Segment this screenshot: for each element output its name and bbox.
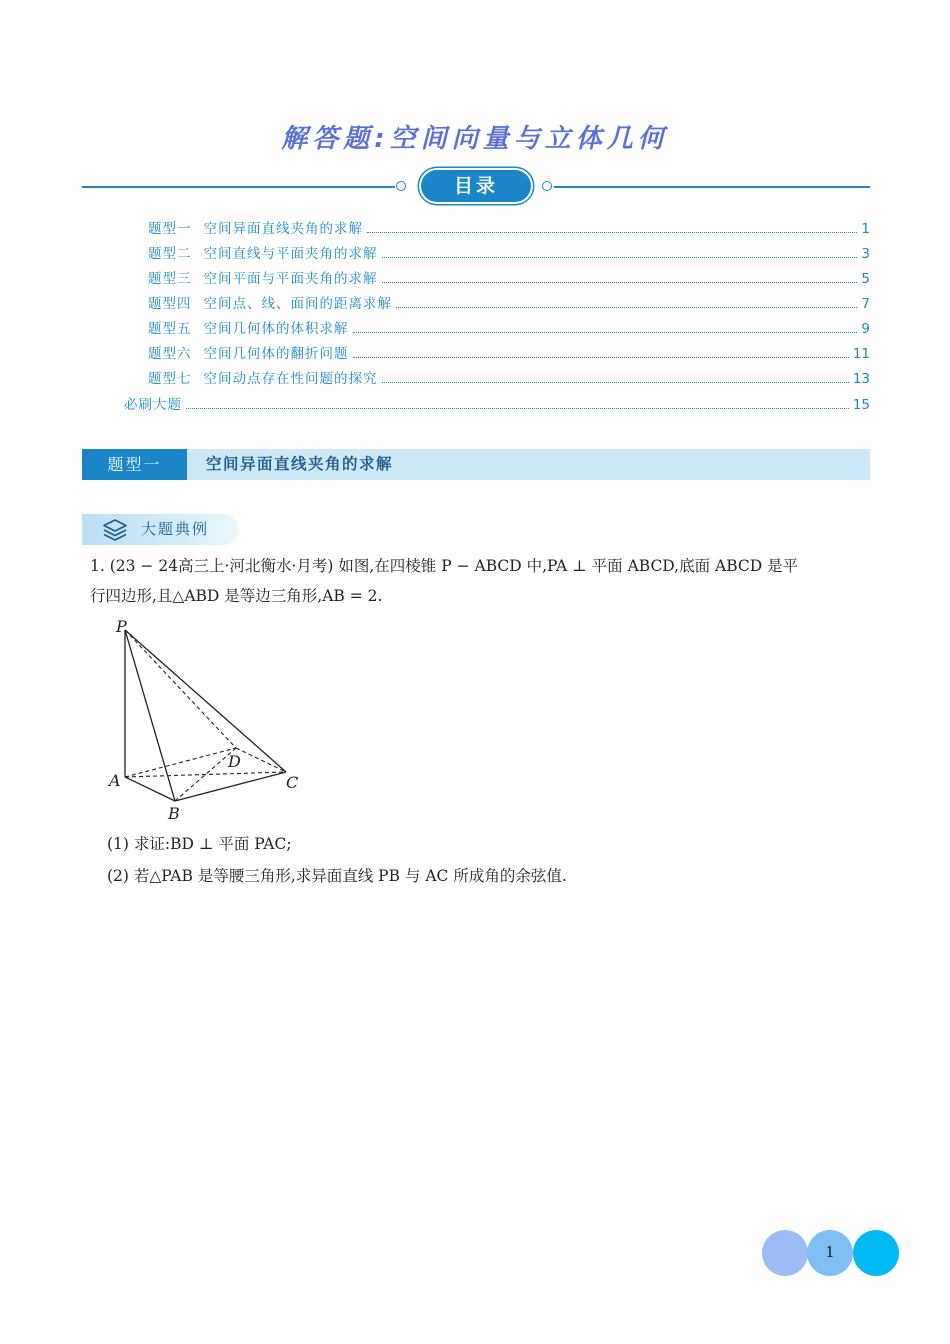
- toc-item[interactable]: [148, 267, 870, 289]
- toc-leader: [396, 295, 857, 308]
- toc-leader: [353, 345, 849, 358]
- toc-item-kind: 题型三: [148, 271, 192, 287]
- toc-leader: [382, 270, 858, 283]
- toc-item-kind: 题型二: [148, 246, 192, 262]
- toc-item[interactable]: [148, 367, 870, 389]
- toc-item-label: 必刷大题: [124, 397, 182, 413]
- toc-heading: 目录: [421, 170, 531, 202]
- toc-item-label: 空间几何体的翻折问题: [203, 346, 349, 362]
- toc-rule-dot-left: [396, 181, 406, 191]
- toc-leader: [353, 320, 858, 333]
- question-2: (2) 若△PAB 是等腰三角形,求异面直线 PB 与 AC 所成角的余弦值.: [107, 867, 567, 885]
- vertex-label-d: D: [228, 752, 241, 771]
- vertex-label-p: P: [116, 617, 127, 636]
- toc-item-page: 7: [861, 296, 870, 312]
- toc-leader: [382, 370, 849, 383]
- problem-line-2: 行四边形,且△ABD 是等边三角形,AB = 2.: [90, 587, 383, 605]
- page-circle-decoration: [853, 1230, 899, 1276]
- toc-item-page: 3: [861, 246, 870, 262]
- toc-leader: [382, 245, 858, 258]
- vertex-label-a: A: [109, 771, 121, 790]
- toc-item-label: 空间平面与平面夹角的求解: [203, 271, 378, 287]
- toc-item-page: 11: [852, 346, 870, 362]
- toc-item[interactable]: [148, 342, 870, 364]
- edge-dc: [236, 748, 286, 772]
- toc-rule-right: [554, 186, 870, 188]
- toc-item-label: 空间点、线、面间的距离求解: [203, 296, 392, 312]
- toc-item[interactable]: [148, 317, 870, 339]
- toc-item-label: 空间几何体的体积求解: [203, 321, 349, 337]
- page-circle-decoration: [762, 1230, 808, 1276]
- diagonal-ac: [125, 772, 286, 777]
- toc-leader: [186, 396, 849, 409]
- section-title: 空间异面直线夹角的求解: [206, 455, 394, 473]
- problem-line-1: 1. (23 − 24高三上·河北衡水·月考) 如图,在四棱锥 P − ABCD 中,PA ⊥ 平面 ABCD,底面 ABCD 是平: [90, 557, 799, 575]
- toc-item-kind: 题型一: [148, 221, 192, 237]
- toc-header: [82, 168, 870, 204]
- toc-item-page: 1: [861, 221, 870, 237]
- toc-item-kind: 题型四: [148, 296, 192, 312]
- toc-item-page: 9: [861, 321, 870, 337]
- page-number-badge: [762, 1229, 902, 1279]
- vertex-label-c: C: [286, 773, 299, 792]
- toc-item[interactable]: [148, 217, 870, 239]
- toc-leader: [367, 220, 857, 233]
- toc-item-page: 15: [852, 397, 870, 413]
- example-tag-label: 大题典例: [141, 520, 210, 538]
- layers-icon: [102, 518, 128, 542]
- toc-item-kind: 题型五: [148, 321, 192, 337]
- page-number: 1: [825, 1243, 835, 1261]
- pyramid-figure: [100, 610, 320, 830]
- toc-item-label: 空间动点存在性问题的探究: [203, 371, 378, 387]
- edge-ab: [125, 777, 175, 801]
- toc-item-extra[interactable]: [124, 393, 870, 415]
- toc-item[interactable]: [148, 292, 870, 314]
- question-1: (1) 求证:BD ⊥ 平面 PAC;: [107, 835, 292, 853]
- problem-statement: [90, 551, 872, 611]
- toc-item-kind: 题型六: [148, 346, 192, 362]
- toc-rule-dot-right: [542, 181, 552, 191]
- vertex-label-b: B: [168, 804, 180, 823]
- section-header: [82, 449, 870, 480]
- toc-rule-left: [82, 186, 395, 188]
- toc-item[interactable]: [148, 242, 870, 264]
- toc-item-label: 空间异面直线夹角的求解: [203, 221, 363, 237]
- document-title: 解答题:空间向量与立体几何: [281, 124, 669, 154]
- example-tag: [82, 514, 239, 545]
- section-tag: 题型一: [82, 449, 187, 480]
- toc-item-kind: 题型七: [148, 371, 192, 387]
- toc-item-page: 5: [861, 271, 870, 287]
- edge-pc: [125, 630, 286, 772]
- toc-item-page: 13: [852, 371, 870, 387]
- toc-item-label: 空间直线与平面夹角的求解: [203, 246, 378, 262]
